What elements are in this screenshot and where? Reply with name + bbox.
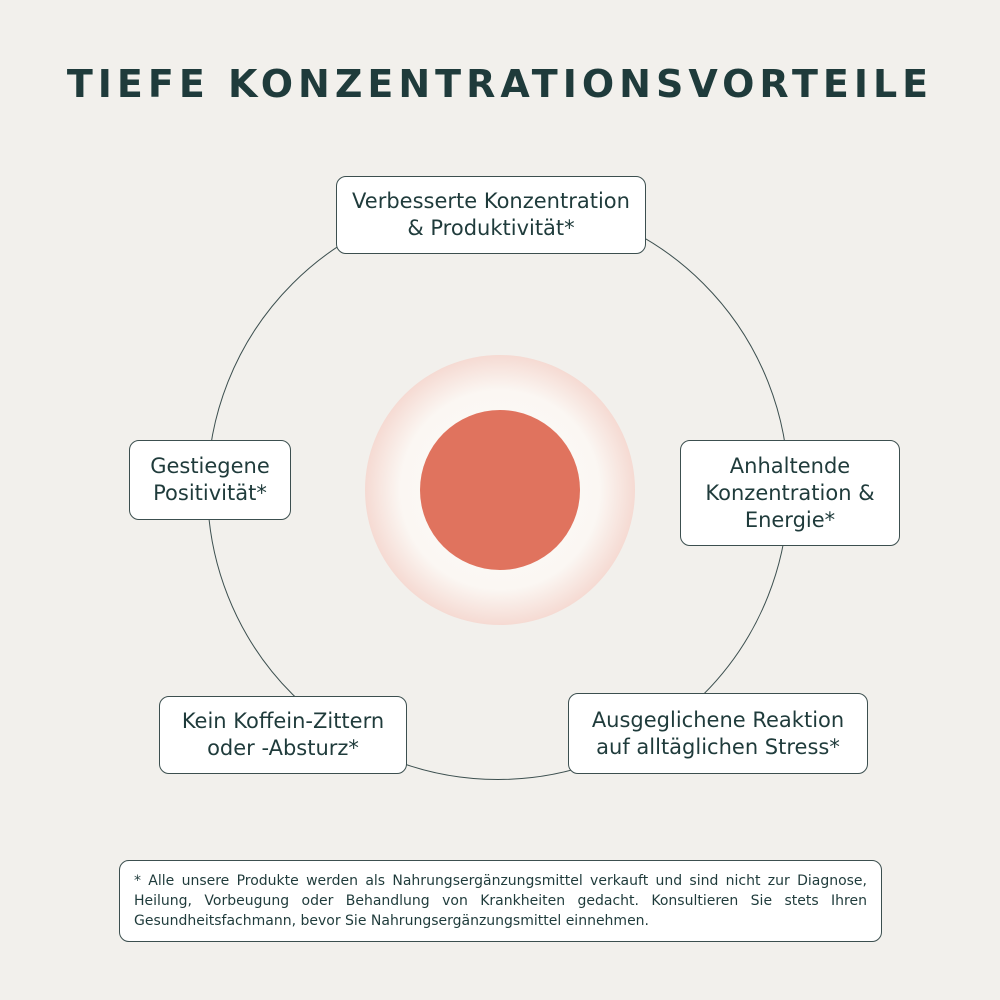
page-title: TIEFE KONZENTRATIONSVORTEILE bbox=[66, 62, 934, 106]
benefit-box-stress-response bbox=[568, 693, 868, 774]
benefit-box-positivity bbox=[129, 440, 291, 520]
benefit-box-focus-productivity bbox=[336, 176, 646, 254]
disclaimer-box bbox=[119, 860, 882, 942]
benefit-label-positivity: Gestiegene Positivität* bbox=[150, 454, 270, 505]
benefit-label-sustained-energy: Anhaltende Konzentration & Energie* bbox=[705, 453, 875, 532]
benefit-label-stress-response: Ausgeglichene Reaktion auf alltäglichen Stress* bbox=[591, 707, 845, 759]
benefit-label-focus-productivity: Verbesserte Konzentration & Produktivität* bbox=[352, 189, 630, 240]
center-dot bbox=[420, 410, 580, 570]
benefit-box-sustained-energy bbox=[680, 440, 900, 546]
disclaimer-text: * Alle unsere Produkte werden als Nahrungsergänzungsmittel verkauft und sind nicht zur Diagnose, Heilung, Vorbeugung oder Behandlung von Krankheiten gedacht. Konsultieren Sie stets Ihren Gesundheitsfachmann, bevor Sie Nahrungsergänzungsmittel einnehmen. bbox=[134, 873, 867, 929]
benefit-label-no-caffeine-jitters: Kein Koffein-Zittern oder -Absturz* bbox=[181, 709, 385, 760]
benefit-box-no-caffeine-jitters bbox=[159, 696, 407, 774]
